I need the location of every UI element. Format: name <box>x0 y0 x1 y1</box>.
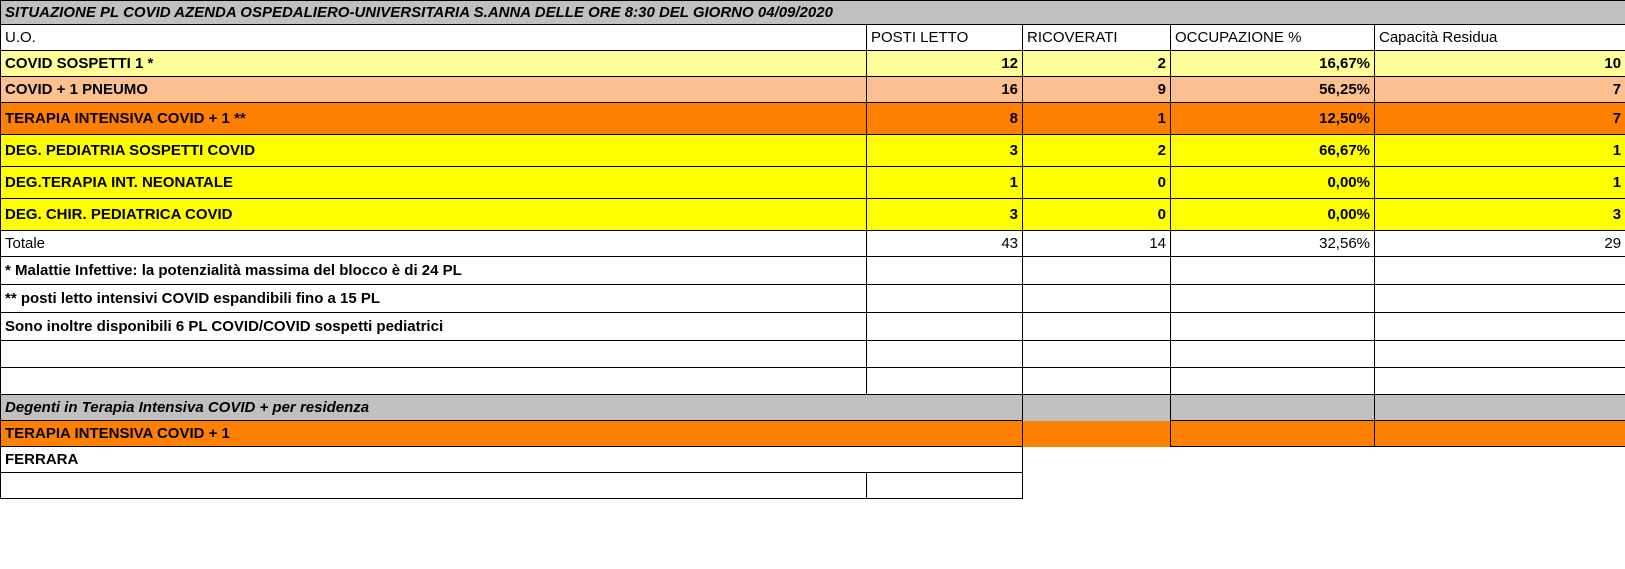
empty-row <box>1 368 1625 395</box>
cell-posti-letto: 16 <box>867 77 1023 103</box>
note-text: * Malattie Infettive: la potenzialità massima del blocco è di 24 PL <box>1 257 867 285</box>
spacer-cell <box>1023 447 1171 473</box>
spacer-cell <box>1171 473 1375 499</box>
spacer-cell <box>1023 421 1171 447</box>
table-row <box>1 167 1625 199</box>
column-header-posti-letto: POSTI LETTO <box>867 25 1023 51</box>
page-title: SITUAZIONE PL COVID AZENDA OSPEDALIERO-UNIVERSITARIA S.ANNA DELLE ORE 8:30 DEL GIORNO 04/09/2020 <box>1 1 1625 25</box>
cell-occupazione: 0,00% <box>1171 199 1375 231</box>
spacer-cell <box>1375 473 1625 499</box>
empty-cell <box>1375 341 1625 368</box>
table-row-total <box>1 231 1625 257</box>
spacer-cell <box>1375 447 1625 473</box>
cell-ricoverati: 9 <box>1023 77 1171 103</box>
cell-capacita: 29 <box>1375 231 1625 257</box>
empty-cell <box>1023 368 1171 395</box>
residenza-section-title-row <box>1 395 1625 421</box>
empty-cell <box>1 473 867 499</box>
empty-row <box>1 473 1625 499</box>
spacer-cell <box>1171 447 1375 473</box>
empty-cell <box>1375 285 1625 313</box>
note-row <box>1 285 1625 313</box>
table-row <box>1 77 1625 103</box>
cell-ricoverati: 2 <box>1023 135 1171 167</box>
empty-cell <box>1375 368 1625 395</box>
table-row <box>1 103 1625 135</box>
note-row <box>1 313 1625 341</box>
cell-capacita: 1 <box>1375 167 1625 199</box>
cell-capacita: 10 <box>1375 51 1625 77</box>
table-row <box>1 199 1625 231</box>
cell-ricoverati: 1 <box>1023 103 1171 135</box>
cell-capacita: 7 <box>1375 103 1625 135</box>
cell-occupazione: 32,56% <box>1171 231 1375 257</box>
column-header-capacita-residua: Capacità Residua <box>1375 25 1625 51</box>
cell-occupazione: 56,25% <box>1171 77 1375 103</box>
sheet-title-row <box>1 1 1625 25</box>
empty-cell <box>1375 421 1625 447</box>
cell-posti-letto: 3 <box>867 199 1023 231</box>
note-row <box>1 257 1625 285</box>
residenza-ward-label: TERAPIA INTENSIVA COVID + 1 <box>1 421 1023 447</box>
note-text: ** posti letto intensivi COVID espandibili fino a 15 PL <box>1 285 867 313</box>
residenza-entry-row <box>1 447 1625 473</box>
empty-cell <box>1375 257 1625 285</box>
empty-cell <box>1023 341 1171 368</box>
table-row <box>1 135 1625 167</box>
cell-posti-letto: 8 <box>867 103 1023 135</box>
empty-cell <box>1023 257 1171 285</box>
cell-posti-letto: 43 <box>867 231 1023 257</box>
empty-cell <box>1171 368 1375 395</box>
empty-row <box>1 341 1625 368</box>
empty-cell <box>1375 395 1625 421</box>
empty-cell <box>867 257 1023 285</box>
row-label: COVID SOSPETTI 1 * <box>1 51 867 77</box>
spacer-cell <box>1023 473 1171 499</box>
cell-posti-letto: 1 <box>867 167 1023 199</box>
empty-cell <box>1 368 867 395</box>
cell-ricoverati: 0 <box>1023 167 1171 199</box>
empty-cell <box>867 285 1023 313</box>
empty-cell <box>1171 313 1375 341</box>
residenza-ward-row <box>1 421 1625 447</box>
empty-cell <box>1171 395 1375 421</box>
cell-capacita: 3 <box>1375 199 1625 231</box>
row-label: COVID + 1 PNEUMO <box>1 77 867 103</box>
empty-cell <box>867 368 1023 395</box>
empty-cell <box>1171 257 1375 285</box>
column-header-uo: U.O. <box>1 25 867 51</box>
cell-occupazione: 12,50% <box>1171 103 1375 135</box>
empty-cell <box>1171 341 1375 368</box>
row-label: TERAPIA INTENSIVA COVID + 1 ** <box>1 103 867 135</box>
empty-cell <box>867 313 1023 341</box>
cell-occupazione: 16,67% <box>1171 51 1375 77</box>
cell-ricoverati: 2 <box>1023 51 1171 77</box>
empty-cell <box>1171 421 1375 447</box>
cell-posti-letto: 12 <box>867 51 1023 77</box>
cell-ricoverati: 0 <box>1023 199 1171 231</box>
cell-capacita: 1 <box>1375 135 1625 167</box>
table-row <box>1 51 1625 77</box>
cell-occupazione: 66,67% <box>1171 135 1375 167</box>
note-text: Sono inoltre disponibili 6 PL COVID/COVID sospetti pediatrici <box>1 313 867 341</box>
empty-cell <box>867 473 1023 499</box>
column-header-ricoverati: RICOVERATI <box>1023 25 1171 51</box>
row-label: DEG. CHIR. PEDIATRICA COVID <box>1 199 867 231</box>
residenza-entry-label: FERRARA <box>1 447 1023 473</box>
row-label: Totale <box>1 231 867 257</box>
cell-ricoverati: 14 <box>1023 231 1171 257</box>
spacer-cell <box>1023 395 1171 421</box>
empty-cell <box>1023 285 1171 313</box>
empty-cell <box>1 341 867 368</box>
empty-cell <box>1023 313 1171 341</box>
row-label: DEG.TERAPIA INT. NEONATALE <box>1 167 867 199</box>
row-label: DEG. PEDIATRIA SOSPETTI COVID <box>1 135 867 167</box>
cell-capacita: 7 <box>1375 77 1625 103</box>
residenza-section-title: Degenti in Terapia Intensiva COVID + per residenza <box>1 395 1023 421</box>
table-header-row <box>1 25 1625 51</box>
cell-occupazione: 0,00% <box>1171 167 1375 199</box>
empty-cell <box>1375 313 1625 341</box>
column-header-occupazione: OCCUPAZIONE % <box>1171 25 1375 51</box>
empty-cell <box>1171 285 1375 313</box>
cell-posti-letto: 3 <box>867 135 1023 167</box>
empty-cell <box>867 341 1023 368</box>
